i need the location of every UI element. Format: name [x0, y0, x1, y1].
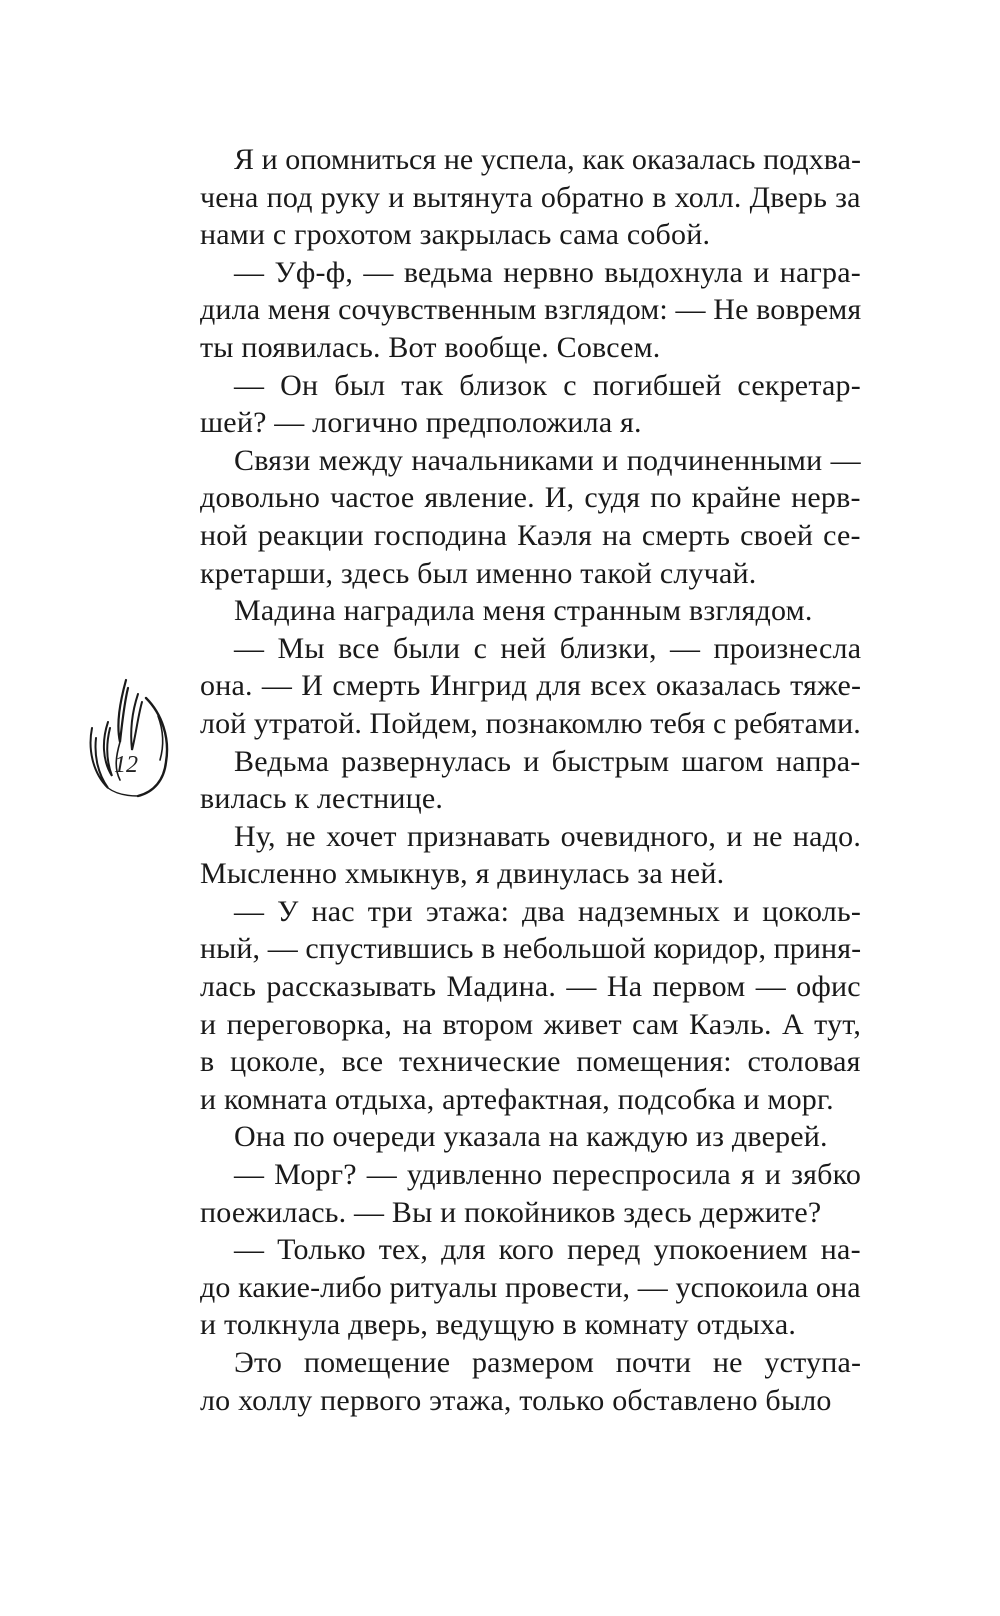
text-line: Ну, не хочет признавать очевидного, и не надо.	[234, 819, 862, 853]
text-line: ло холлу первого этажа, только обставлено было	[200, 1383, 832, 1417]
text-line: довольно частое явление. И, судя по крайне нерв-	[200, 481, 861, 515]
text-line: — У нас три этажа: два надземных и цоколь-	[234, 894, 862, 928]
body-text	[200, 141, 861, 1419]
text-line: Я и опомниться не успела, как оказалась подхва-	[234, 143, 861, 176]
text-line: Она по очереди указала на каждую из дверей.	[234, 1120, 828, 1154]
text-line: нами с грохотом закрылась сама собой.	[200, 218, 711, 252]
text-line: и комната отдыха, артефактная, подсобка и морг.	[200, 1082, 834, 1116]
text-line: поежилась. — Вы и покойников здесь держите?	[200, 1195, 822, 1229]
text-line: вилась к лестнице.	[200, 782, 444, 816]
text-line: Ведьма развернулась и быстрым шагом напра-	[234, 744, 861, 778]
text-line: — Уф-ф, — ведьма нервно выдохнула и награ-	[234, 255, 861, 289]
flame-ornament-icon	[86, 676, 182, 806]
text-line: и толкнула дверь, ведущую в комнату отдыха.	[200, 1308, 797, 1342]
text-line: она. — И смерть Ингрид для всех оказалась тяже-	[200, 669, 862, 703]
text-line: лась рассказывать Мадина. — На первом — офис	[200, 970, 861, 1004]
page-folio	[86, 676, 182, 806]
text-line: ной реакции господина Каэля на смерть своей се-	[200, 518, 861, 552]
text-line: кретарши, здесь был именно такой случай.	[200, 556, 757, 590]
text-line: — Мы все были с ней близки, — произнесла	[234, 631, 862, 665]
text-line: в цоколе, все технические помещения: столовая	[200, 1045, 861, 1079]
text-line: Это помещение размером почти не уступа-	[234, 1346, 862, 1379]
text-line: Связи между начальниками и подчиненными —	[234, 443, 861, 477]
text-line: лой утратой. Пойдем, познакомлю тебя с ребятами.	[200, 706, 861, 740]
text-line: — Морг? — удивленно переспросила я и зябко	[234, 1158, 862, 1192]
text-line: до какие-либо ритуалы провести, — успокоила она	[200, 1270, 861, 1304]
page-number: 12	[114, 752, 138, 778]
text-line: — Он был так близок с погибшей секретар-	[234, 368, 861, 402]
text-line: чена под руку и вытянута обратно в холл. Дверь за	[200, 180, 861, 214]
text-line: ты появилась. Вот вообще. Совсем.	[200, 330, 661, 364]
text-line: Мысленно хмыкнув, я двинулась за ней.	[200, 857, 725, 891]
text-line: и переговорка, на втором живет сам Каэль. А тут,	[200, 1007, 862, 1041]
text-line: шей? — логично предположила я.	[200, 406, 642, 440]
text-line: дила меня сочувственным взглядом: — Не вовремя	[200, 293, 862, 327]
text-line: — Только тех, для кого перед упокоением на-	[234, 1233, 861, 1267]
text-line: ный, — спустившись в небольшой коридор, приня-	[200, 932, 862, 966]
text-line: Мадина наградила меня странным взглядом.	[234, 594, 813, 628]
